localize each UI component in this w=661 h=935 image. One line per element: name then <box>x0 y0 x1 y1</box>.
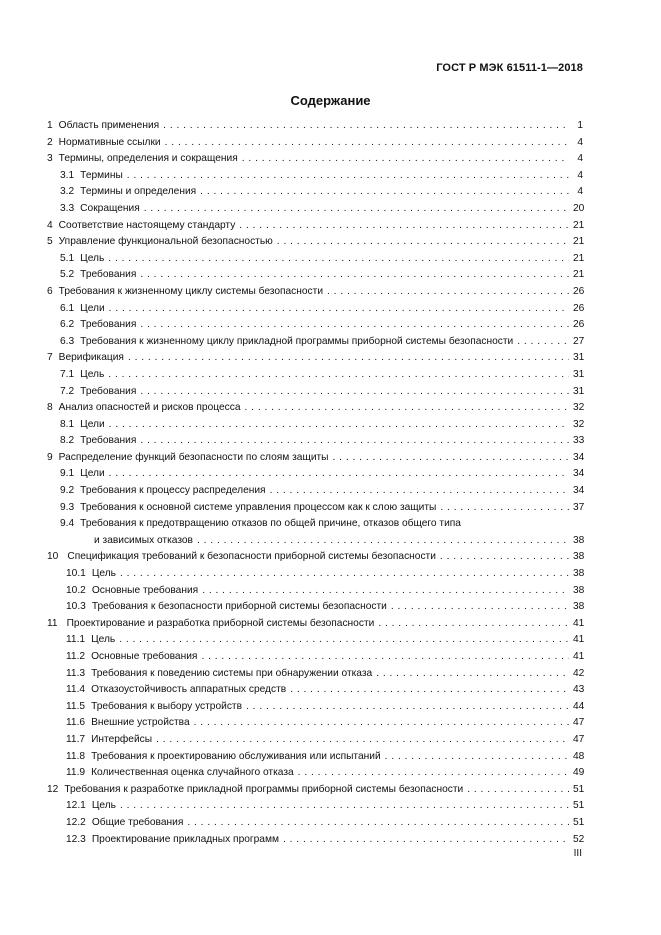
toc-leader-dots <box>109 417 569 434</box>
toc-entry-page: 52 <box>573 833 585 845</box>
toc-entry-title: Отказоустойчивость аппаратных средств <box>91 684 287 696</box>
toc-entry-page: 4 <box>577 153 583 165</box>
toc-entry-title: Цель <box>91 800 116 812</box>
toc-leader-dots <box>128 350 569 367</box>
toc-entry-number: 11 <box>47 617 58 629</box>
toc-leader-dots <box>290 682 569 699</box>
toc-entry-page: 27 <box>573 335 585 347</box>
toc-entry-title: Цели <box>80 418 105 430</box>
toc-entry-title: Требования к жизненному циклу прикладной программы приборной системы безопасности <box>80 335 514 347</box>
toc-entry-page: 26 <box>573 319 585 331</box>
page-number: III <box>573 848 582 859</box>
toc-leader-dots <box>298 765 569 782</box>
toc-entry-title: Требования <box>80 269 137 281</box>
toc-entry-page: 4 <box>577 136 583 148</box>
toc-entry-page: 21 <box>573 252 585 264</box>
toc-entry[interactable] <box>47 649 583 666</box>
toc-entry[interactable] <box>47 433 583 450</box>
toc-entry-number: 9.4 <box>60 518 75 530</box>
toc-entry[interactable] <box>47 118 583 135</box>
toc-entry-page: 31 <box>573 352 585 364</box>
toc-entry-number: 5 <box>47 236 53 248</box>
toc-leader-dots <box>440 500 569 517</box>
toc-entry-page: 41 <box>573 634 585 646</box>
toc-entry-page: 1 <box>577 120 583 131</box>
toc-entry[interactable] <box>47 483 583 500</box>
toc-entry[interactable] <box>47 732 583 749</box>
toc-entry[interactable] <box>47 201 583 218</box>
toc-leader-dots <box>109 466 569 483</box>
toc-entry-page: 41 <box>573 651 585 662</box>
toc-entry-title: Внешние устройства <box>91 717 190 729</box>
toc-entry-page: 51 <box>573 800 585 812</box>
toc-entry-page: 51 <box>573 783 585 795</box>
toc-entry[interactable] <box>47 184 583 201</box>
toc-leader-dots <box>140 433 569 450</box>
toc-entry[interactable] <box>47 682 583 699</box>
toc-entry-number: 10 <box>47 551 59 563</box>
toc-entry-page: 43 <box>573 684 585 696</box>
toc-leader-dots <box>391 599 569 616</box>
toc-leader-dots <box>440 549 569 566</box>
toc-leader-dots <box>108 367 569 384</box>
toc-entry[interactable] <box>47 284 583 301</box>
toc-entry[interactable] <box>47 699 583 716</box>
toc-leader-dots <box>517 334 569 351</box>
toc-entry-number: 2 <box>47 136 53 148</box>
toc-entry-number: 12.3 <box>66 833 86 845</box>
toc-entry-title: Общие требования <box>91 816 184 828</box>
toc-entry[interactable] <box>47 350 583 367</box>
toc-entry-title: Требования к выбору устройств <box>91 700 243 712</box>
toc-leader-dots <box>156 732 569 749</box>
toc-entry-title: Распределение функций безопасности по слоям защиты <box>58 451 329 463</box>
toc-entry-number: 12.2 <box>66 816 86 828</box>
toc-entry[interactable] <box>47 765 583 782</box>
toc-entry-number: 6.3 <box>60 335 75 347</box>
toc-entry-title: Сокращения <box>80 202 140 214</box>
toc-leader-dots <box>202 583 569 600</box>
toc-entry-page: 4 <box>577 186 583 198</box>
toc-entry-title: Соответствие настоящему стандарту <box>58 219 236 231</box>
toc-entry-number: 11.9 <box>66 767 86 779</box>
toc-leader-dots <box>333 450 569 467</box>
toc-entry-number: 4 <box>47 219 53 231</box>
toc-entry[interactable] <box>47 616 583 633</box>
toc-leader-dots <box>187 815 569 832</box>
toc-entry-number: 11.8 <box>66 750 86 762</box>
toc-entry-title: Требования к безопасности приборной системы безопасности <box>91 601 387 613</box>
toc-leader-dots <box>120 566 569 583</box>
toc-entry[interactable] <box>47 334 583 351</box>
toc-entry-title: Интерфейсы <box>91 733 153 745</box>
toc-entry-number: 7 <box>47 352 53 364</box>
toc-entry-page: 34 <box>573 468 585 480</box>
toc-entry[interactable] <box>47 715 583 732</box>
table-of-contents <box>47 118 583 848</box>
toc-entry[interactable] <box>47 832 583 849</box>
toc-leader-dots <box>283 832 569 849</box>
toc-entry[interactable] <box>47 632 583 649</box>
toc-entry[interactable] <box>47 566 583 583</box>
toc-entry-page: 51 <box>573 816 585 828</box>
toc-entry-title: Термины и определения <box>80 186 197 198</box>
toc-entry-number: 5.1 <box>60 252 75 264</box>
toc-entry[interactable] <box>47 251 583 268</box>
toc-entry-title: Требования к поведению системы при обнаружении отказа <box>91 667 373 679</box>
toc-entry-title: Проектирование и разработка приборной системы безопасности <box>66 617 375 629</box>
toc-entry-page: 49 <box>573 767 585 779</box>
toc-leader-dots <box>277 234 569 251</box>
toc-entry-number: 12.1 <box>66 800 86 812</box>
toc-entry-page: 31 <box>573 385 585 397</box>
toc-entry-page: 21 <box>573 269 585 281</box>
toc-entry-page: 38 <box>573 568 585 580</box>
toc-entry-title: Цель <box>80 252 105 264</box>
toc-leader-dots <box>467 782 569 799</box>
toc-entry-page: 32 <box>573 402 585 414</box>
toc-entry-number: 8 <box>47 402 53 414</box>
toc-leader-dots <box>245 400 570 417</box>
toc-entry-number: 6.2 <box>60 319 75 331</box>
toc-entry-title: Нормативные ссылки <box>58 136 161 148</box>
toc-entry-title: Цель <box>80 368 105 380</box>
toc-entry[interactable] <box>47 301 583 318</box>
toc-leader-dots <box>140 317 569 334</box>
toc-entry-page: 21 <box>573 219 585 231</box>
toc-entry-page: 48 <box>573 750 585 762</box>
toc-entry-title: Цель <box>91 634 116 646</box>
toc-entry-page: 41 <box>573 617 585 629</box>
toc-entry-number: 11.3 <box>66 667 86 679</box>
toc-leader-dots <box>378 616 569 633</box>
toc-entry-number: 6.1 <box>60 302 75 314</box>
toc-entry-number: 11.2 <box>66 651 86 662</box>
toc-leader-dots <box>140 267 569 284</box>
toc-entry-title: Проектирование прикладных программ <box>91 833 279 845</box>
toc-entry-number: 3.2 <box>60 186 75 198</box>
toc-entry[interactable] <box>47 151 583 168</box>
toc-entry[interactable] <box>47 466 583 483</box>
toc-leader-dots <box>127 168 569 185</box>
toc-entry-page: 26 <box>573 285 585 297</box>
toc-entry-number: 9 <box>47 451 53 463</box>
toc-leader-dots <box>246 699 569 716</box>
toc-entry-page: 21 <box>573 236 585 248</box>
toc-entry-page: 34 <box>573 451 585 463</box>
toc-entry-page: 33 <box>573 435 585 447</box>
toc-entry-number: 8.1 <box>60 418 75 430</box>
toc-entry-title: Цель <box>91 568 116 580</box>
toc-entry[interactable] <box>47 500 583 517</box>
toc-entry-title: Цели <box>80 302 105 314</box>
toc-entry[interactable] <box>47 234 583 251</box>
toc-entry-number: 10.3 <box>66 601 86 613</box>
toc-entry-number: 1 <box>47 120 53 131</box>
toc-leader-dots <box>385 749 569 766</box>
toc-leader-dots <box>109 301 569 318</box>
toc-entry-page: 44 <box>573 700 585 712</box>
toc-entry[interactable] <box>47 317 583 334</box>
toc-entry-number: 11.7 <box>66 733 86 745</box>
toc-entry[interactable] <box>47 417 583 434</box>
toc-entry-title: Цели <box>80 468 105 480</box>
toc-entry-page: 47 <box>573 717 585 729</box>
toc-entry[interactable] <box>47 267 583 284</box>
toc-entry-number: 3.1 <box>60 169 75 181</box>
toc-entry-page: 38 <box>573 601 585 613</box>
page-title: Содержание <box>290 93 371 108</box>
toc-entry-title: Требования <box>80 385 137 397</box>
toc-leader-dots <box>376 666 569 683</box>
toc-entry[interactable] <box>47 798 583 815</box>
toc-entry[interactable] <box>47 815 583 832</box>
toc-entry[interactable] <box>47 218 583 235</box>
toc-leader-dots <box>200 184 569 201</box>
toc-leader-dots <box>140 384 569 401</box>
toc-entry-number: 9.1 <box>60 468 75 480</box>
toc-entry-number: 11.5 <box>66 700 86 712</box>
toc-entry-number: 11.1 <box>66 634 86 646</box>
toc-entry-page: 31 <box>573 368 585 380</box>
toc-entry-page: 34 <box>573 485 585 497</box>
toc-entry-page: 32 <box>573 418 585 430</box>
toc-entry-title: Требования <box>80 319 137 331</box>
toc-entry-title: Основные требования <box>91 651 198 662</box>
toc-entry-page: 38 <box>573 534 585 546</box>
toc-entry[interactable] <box>47 367 583 384</box>
toc-leader-dots <box>108 251 569 268</box>
toc-entry-title: Область применения <box>58 120 160 131</box>
toc-entry-page: 37 <box>573 501 585 513</box>
toc-entry[interactable] <box>47 135 583 152</box>
toc-entry[interactable] <box>47 599 583 616</box>
toc-entry-number: 8.2 <box>60 435 75 447</box>
toc-leader-dots <box>119 632 569 649</box>
toc-entry-title: Требования <box>80 435 137 447</box>
toc-entry-page: 4 <box>577 169 583 181</box>
toc-entry-number: 11.4 <box>66 684 86 696</box>
toc-leader-dots <box>197 533 569 550</box>
toc-entry-number: 6 <box>47 285 53 297</box>
toc-entry-title: Анализ опасностей и рисков процесса <box>58 402 241 414</box>
toc-entry-title: Управление функциональной безопасностью <box>58 236 273 248</box>
toc-entry[interactable] <box>47 549 583 566</box>
toc-leader-dots <box>270 483 569 500</box>
toc-entry-title: Термины, определения и сокращения <box>58 153 238 165</box>
toc-entry-number: 5.2 <box>60 269 75 281</box>
toc-entry-title: Верификация <box>58 352 124 364</box>
toc-entry-title: Требования к предотвращению отказов по общей причине, отказов общего типа <box>80 518 461 530</box>
toc-leader-dots <box>120 798 569 815</box>
toc-entry-number: 7.1 <box>60 368 75 380</box>
toc-entry-number: 3 <box>47 153 53 165</box>
toc-entry-title: Термины <box>80 169 123 181</box>
toc-entry[interactable] <box>47 384 583 401</box>
toc-leader-dots <box>201 649 569 666</box>
toc-entry-number: 11.6 <box>66 717 86 729</box>
toc-entry-title: Требования к разработке прикладной программы приборной системы безопасности <box>64 783 464 795</box>
toc-entry-title: Требования к жизненному циклу системы безопасности <box>58 285 324 297</box>
toc-entry-title: Основные требования <box>91 584 199 596</box>
document-standard-header: ГОСТ Р МЭК 61511-1—2018 <box>436 62 583 74</box>
toc-entry-number: 10.1 <box>66 568 86 580</box>
toc-entry-number: 12 <box>47 783 59 795</box>
toc-entry[interactable] <box>47 782 583 799</box>
toc-entry-page: 42 <box>573 667 585 679</box>
toc-leader-dots <box>165 135 569 152</box>
toc-entry-number: 9.2 <box>60 485 75 497</box>
toc-entry[interactable] <box>47 168 583 185</box>
toc-leader-dots <box>194 715 569 732</box>
toc-entry-title: Требования к основной системе управления процессом как к слою защиты <box>80 501 437 513</box>
toc-entry-title: Количественная оценка случайного отказа <box>91 767 294 779</box>
toc-entry[interactable] <box>47 666 583 683</box>
toc-entry[interactable] <box>47 516 583 549</box>
toc-entry-number: 9.3 <box>60 501 75 513</box>
toc-entry-number: 10.2 <box>66 584 86 596</box>
toc-leader-dots <box>144 201 569 218</box>
toc-leader-dots <box>327 284 569 301</box>
toc-entry-number: 3.3 <box>60 202 75 214</box>
toc-entry-number: 7.2 <box>60 385 75 397</box>
toc-entry[interactable] <box>47 749 583 766</box>
toc-entry[interactable] <box>47 450 583 467</box>
toc-entry-title: Требования к процессу распределения <box>80 485 266 497</box>
toc-entry-title: Спецификация требований к безопасности приборной системы безопасности <box>67 551 436 563</box>
toc-leader-dots <box>242 151 569 168</box>
toc-leader-dots <box>239 218 569 235</box>
toc-entry-page: 47 <box>573 733 585 745</box>
toc-entry-page: 20 <box>573 202 585 214</box>
toc-entry-title-continuation: и зависимых отказов <box>94 534 193 546</box>
toc-entry-page: 26 <box>573 302 585 314</box>
toc-entry-page: 38 <box>573 584 585 596</box>
toc-entry-page: 38 <box>573 551 585 563</box>
toc-leader-dots <box>163 118 569 135</box>
toc-entry-title: Требования к проектированию обслуживания или испытаний <box>91 750 381 762</box>
toc-entry[interactable] <box>47 400 583 417</box>
toc-entry[interactable] <box>47 583 583 600</box>
